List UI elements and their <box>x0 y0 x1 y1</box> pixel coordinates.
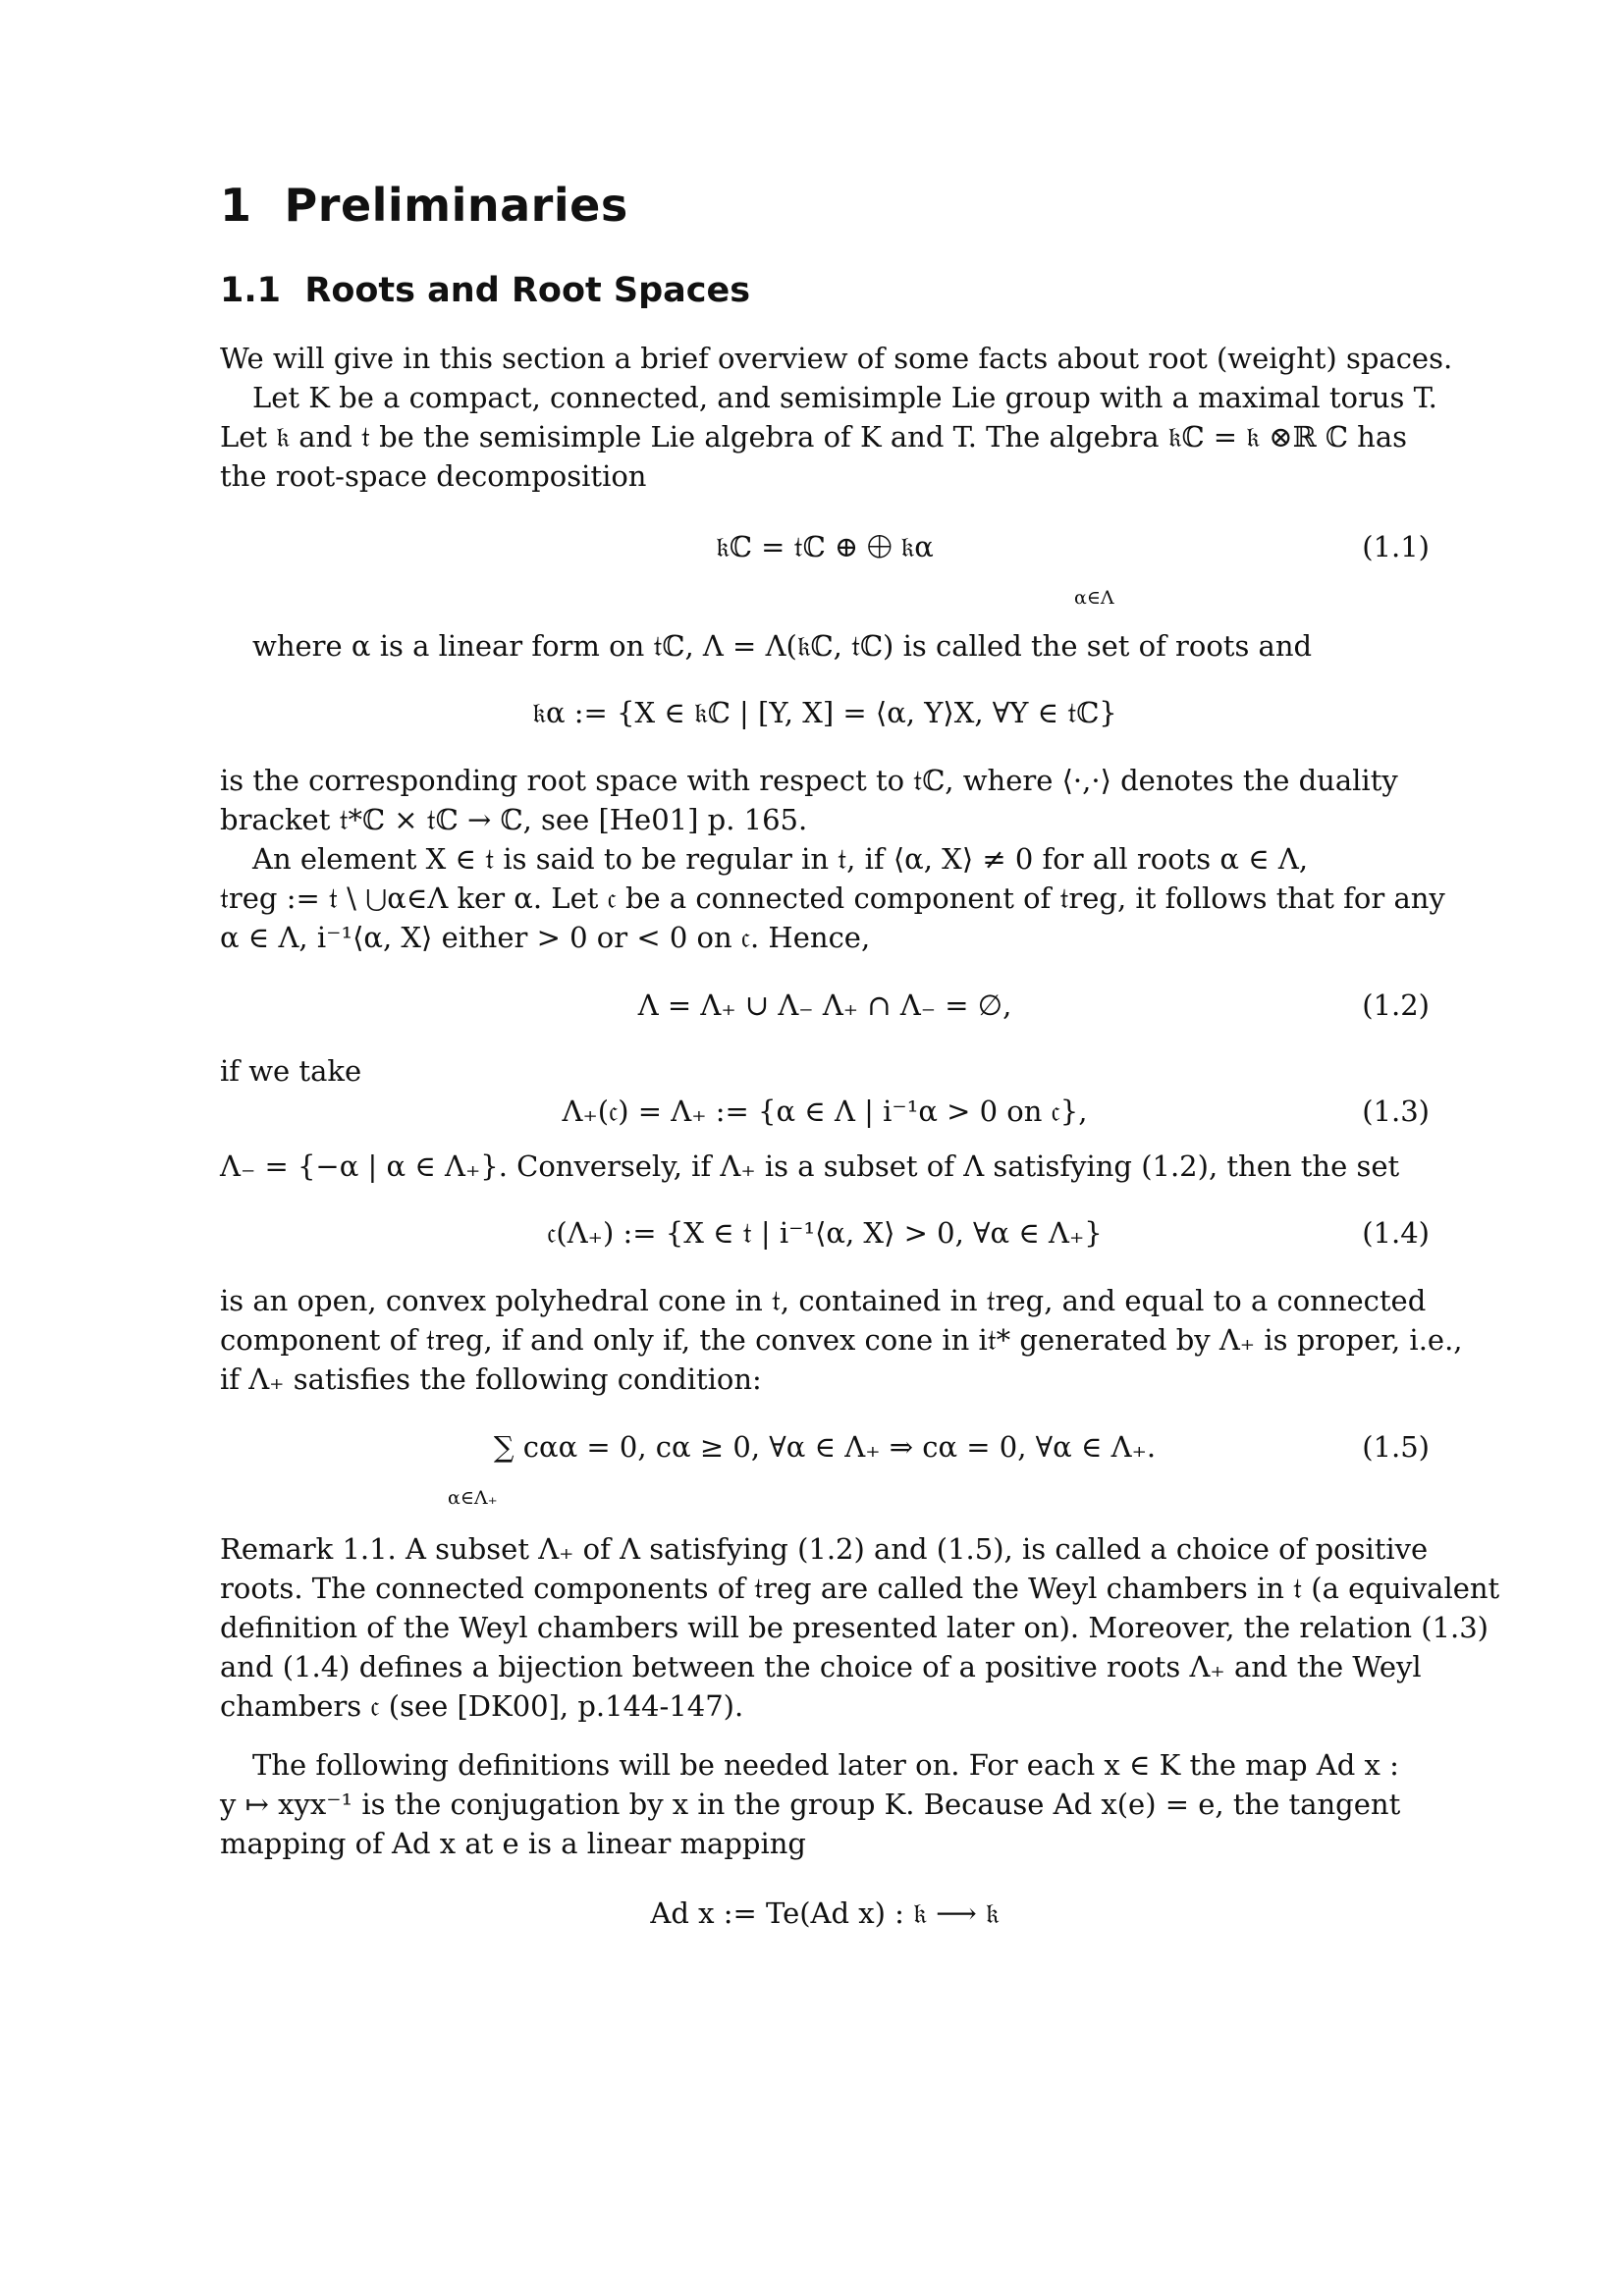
paragraph-root-space <box>220 761 1445 957</box>
text-line: The following definitions will be needed later on. For each x ∈ K the map Ad x : <box>252 1748 1399 1782</box>
text-line: where α is a linear form on 𝔱ℂ, Λ = Λ(𝔨ℂ, 𝔱ℂ) is called the set of roots and <box>252 629 1313 663</box>
equation-body: Λ = Λ₊ ∪ Λ₋ Λ₊ ∩ Λ₋ = ∅, <box>637 988 1012 1022</box>
equation-number: (1.1) <box>1362 530 1430 563</box>
equation-body: 𝔠(Λ₊) := {X ∈ 𝔱 | i⁻¹⟨α, X⟩ > 0, ∀α ∈ Λ₊} <box>547 1216 1103 1250</box>
equation-1-5 <box>220 1427 1430 1509</box>
paragraph-if-we-take <box>220 1051 1430 1091</box>
text-line: We will give in this section a brief overview of some facts about root (weight) spaces. <box>220 342 1453 375</box>
text-line: 𝔱reg := 𝔱 \ ⋃α∈Λ ker α. Let 𝔠 be a connected component of 𝔱reg, it follows that for any <box>220 881 1445 915</box>
text-line: and (1.4) defines a bijection between the choice of a positive roots Λ₊ and the Weyl <box>220 1650 1422 1683</box>
subsection-title: Roots and Root Spaces <box>304 271 751 310</box>
text-line: bracket 𝔱*ℂ × 𝔱ℂ → ℂ, see [He01] p. 165. <box>220 803 808 836</box>
text-line: Remark 1.1. A subset Λ₊ of Λ satisfying (1.2) and (1.5), is called a choice of positive <box>220 1532 1429 1566</box>
text-line: definition of the Weyl chambers will be presented later on). Moreover, the relation (1.3) <box>220 1611 1489 1644</box>
equation-body: Ad x := Te(Ad x) : 𝔨 ⟶ 𝔨 <box>650 1896 1000 1930</box>
equation-body: Λ₊(𝔠) = Λ₊ := {α ∈ Λ | i⁻¹α > 0 on 𝔠}, <box>562 1095 1088 1128</box>
section-number: 1 <box>220 179 252 232</box>
section-title: Preliminaries <box>284 179 628 232</box>
equation-number: (1.4) <box>1362 1216 1430 1250</box>
text-line: roots. The connected components of 𝔱reg are called the Weyl chambers in 𝔱 (a equivalent <box>220 1572 1500 1605</box>
equation-body: 𝔨α := {X ∈ 𝔨ℂ | [Y, X] = ⟨α, Y⟩X, ∀Y ∈ 𝔱ℂ} <box>532 696 1117 729</box>
text-line: Λ₋ = {−α | α ∈ Λ₊}. Conversely, if Λ₊ is a subset of Λ satisfying (1.2), then the set <box>220 1149 1400 1183</box>
paragraph-conversely <box>220 1147 1430 1186</box>
paragraph-cone <box>220 1281 1463 1399</box>
equation-number: (1.3) <box>1362 1095 1430 1128</box>
text-line: is the corresponding root space with respect to 𝔱ℂ, where ⟨·,·⟩ denotes the duality <box>220 764 1398 797</box>
equation-body: ∑ cαα = 0, cα ≥ 0, ∀α ∈ Λ₊ ⇒ cα = 0, ∀α ∈ Λ₊. <box>493 1430 1157 1464</box>
text-line: component of 𝔱reg, if and only if, the convex cone in i𝔱* generated by Λ₊ is proper, i.e., <box>220 1323 1463 1357</box>
equation-1-1 <box>220 527 1430 609</box>
subsection-number: 1.1 <box>220 271 282 310</box>
text-line: if Λ₊ satisfies the following condition: <box>220 1362 762 1396</box>
equation-subscript: α∈Λ <box>1074 587 1114 609</box>
equation-number: (1.5) <box>1362 1430 1430 1464</box>
text-line: y ↦ xyx⁻¹ is the conjugation by x in the group K. Because Ad x(e) = e, the tangent <box>220 1788 1401 1821</box>
text-line: is an open, convex polyhedral cone in 𝔱, contained in 𝔱reg, and equal to a connected <box>220 1284 1427 1317</box>
equation-body: 𝔨ℂ = 𝔱ℂ ⊕ ⨁ 𝔨α <box>716 530 934 563</box>
paragraph-adjoint <box>220 1745 1430 1863</box>
paragraph-roots <box>220 626 1430 666</box>
equation-number: (1.2) <box>1362 988 1430 1022</box>
text-line: mapping of Ad x at e is a linear mapping <box>220 1827 806 1860</box>
equation-subscript: α∈Λ₊ <box>448 1487 498 1509</box>
text-line: if we take <box>220 1054 362 1088</box>
paragraph-intro <box>220 339 1453 496</box>
text-line: Let 𝔨 and 𝔱 be the semisimple Lie algebra of K and T. The algebra 𝔨ℂ = 𝔨 ⊗ℝ ℂ has <box>220 420 1408 454</box>
text-line: An element X ∈ 𝔱 is said to be regular in 𝔱, if ⟨α, X⟩ ≠ 0 for all roots α ∈ Λ, <box>252 842 1309 876</box>
section-heading <box>220 179 628 232</box>
text-line: chambers 𝔠 (see [DK00], p.144-147). <box>220 1689 744 1723</box>
text-line: the root-space decomposition <box>220 459 647 493</box>
subsection-heading <box>220 271 750 310</box>
remark-1-1 <box>220 1529 1500 1726</box>
text-line: α ∈ Λ, i⁻¹⟨α, X⟩ either > 0 or < 0 on 𝔠. Hence, <box>220 921 871 954</box>
text-line: Let K be a compact, connected, and semisimple Lie group with a maximal torus T. <box>252 381 1437 414</box>
